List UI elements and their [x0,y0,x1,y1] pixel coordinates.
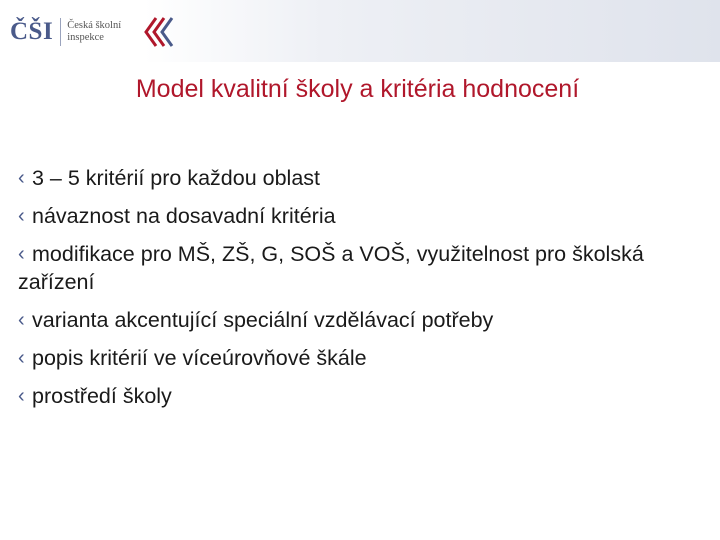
logo-text-line1: Česká školní [67,20,122,31]
slide-title: Model kvalitní školy a kritéria hodnocení [135,75,580,103]
chevron-left-icon: ‹ [18,309,25,331]
chevron-left-icon: ‹ [18,347,25,369]
chevron-left-icon: ‹ [18,205,25,227]
bullet-item [18,240,708,296]
bullet-text: modifikace pro MŠ, ZŠ, G, SOŠ a VOŠ, využitelnost pro školská zařízení [18,242,644,294]
bullet-text: 3 – 5 kritérií pro každou oblast [32,166,321,190]
bullet-item [18,344,708,372]
bullet-item [18,306,708,334]
bullet-item [18,382,708,410]
logo-text-line2: inspekce [67,32,104,43]
chevron-left-icon: ‹ [18,167,25,189]
logo-divider [60,18,61,46]
logo-text [67,20,121,44]
chevron-left-icon: ‹ [18,385,25,407]
logo-abbreviation: ČŠI [10,18,54,45]
bullet-list [18,164,708,420]
bullet-item [18,164,708,192]
bullet-item [18,202,708,230]
chevrons-logo-icon [142,14,176,50]
csi-logo [10,14,121,50]
bullet-text: prostředí školy [32,384,172,408]
bullet-text: varianta akcentující speciální vzdělávací potřeby [32,308,494,332]
bullet-text: popis kritérií ve víceúrovňové škále [32,346,367,370]
bullet-text: návaznost na dosavadní kritéria [32,204,336,228]
chevron-left-icon: ‹ [18,243,25,265]
